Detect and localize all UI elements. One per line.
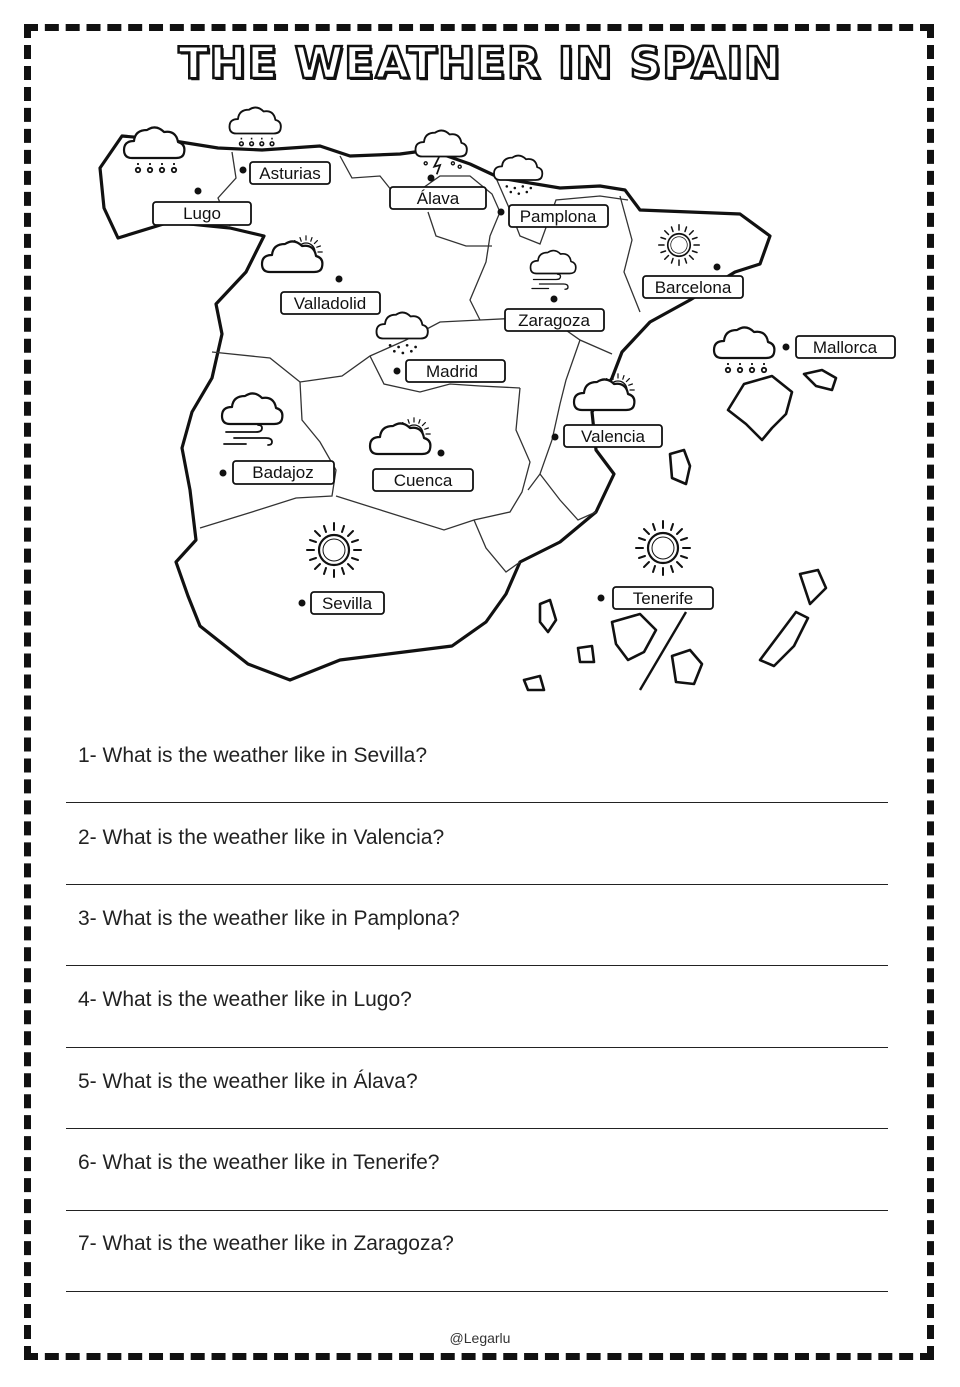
- city-label: Madrid: [426, 362, 478, 381]
- worksheet-title: THE WEATHER IN SPAIN: [178, 38, 782, 89]
- sun-icon: [636, 521, 690, 575]
- city-label: Tenerife: [632, 589, 694, 608]
- city-label: Asturias: [259, 164, 321, 183]
- mallorca-island: [728, 376, 792, 440]
- ibiza-island: [670, 450, 690, 484]
- city-dot: [428, 175, 435, 182]
- city-dot: [552, 434, 559, 441]
- question-6: 6- What is the weather like in Tenerife?: [78, 1151, 440, 1174]
- city-label: Lugo: [183, 204, 221, 223]
- city-dot: [498, 209, 505, 216]
- question-2: 2- What is the weather like in Valencia?: [78, 826, 445, 849]
- answer-line-4[interactable]: [66, 1047, 888, 1048]
- city-label: Valladolid: [293, 294, 367, 313]
- city-dot: [438, 450, 445, 457]
- tenerife-island: [612, 614, 656, 660]
- answer-line-1[interactable]: [66, 802, 888, 803]
- answer-line-2[interactable]: [66, 884, 888, 885]
- city-dot: [195, 188, 202, 195]
- fuerteventura-island: [760, 612, 808, 666]
- city-dot: [714, 264, 721, 271]
- menorca-island: [804, 370, 836, 390]
- question-7: 7- What is the weather like in Zaragoza?: [78, 1232, 454, 1255]
- city-mallorca: [714, 327, 895, 372]
- answer-line-5[interactable]: [66, 1128, 888, 1129]
- city-label: Barcelona: [654, 278, 732, 297]
- question-5: 5- What is the weather like in Álava?: [78, 1070, 418, 1093]
- city-tenerife: [598, 521, 714, 609]
- rain-cloud-icon: [230, 108, 281, 146]
- answer-line-6[interactable]: [66, 1210, 888, 1211]
- question-3: 3- What is the weather like in Pamplona?: [78, 907, 460, 930]
- gran-canaria-island: [672, 650, 702, 684]
- city-label: Pamplona: [519, 207, 597, 226]
- city-dot: [551, 296, 558, 303]
- city-dot: [220, 470, 227, 477]
- city-label: Sevilla: [321, 594, 373, 613]
- la-gomera-island: [578, 646, 594, 662]
- la-palma-island: [540, 600, 556, 632]
- city-label: Álava: [416, 189, 460, 208]
- question-4: 4- What is the weather like in Lugo?: [78, 988, 412, 1011]
- rain-cloud-icon: [714, 327, 774, 372]
- city-dot: [783, 344, 790, 351]
- city-dot: [299, 600, 306, 607]
- question-1: 1- What is the weather like in Sevilla?: [78, 744, 427, 767]
- city-dot: [394, 368, 401, 375]
- city-label: Cuenca: [393, 471, 453, 490]
- city-label: Badajoz: [252, 463, 314, 482]
- city-dot: [336, 276, 343, 283]
- lanzarote-island: [800, 570, 826, 604]
- answer-line-3[interactable]: [66, 965, 888, 966]
- city-label: Zaragoza: [518, 311, 590, 330]
- city-dot: [240, 167, 247, 174]
- city-dot: [598, 595, 605, 602]
- author-credit: @Legarlu: [449, 1330, 511, 1346]
- city-label: Mallorca: [812, 338, 878, 357]
- answer-line-7[interactable]: [66, 1291, 888, 1292]
- city-label: Valencia: [581, 427, 645, 446]
- el-hierro-island: [524, 676, 544, 690]
